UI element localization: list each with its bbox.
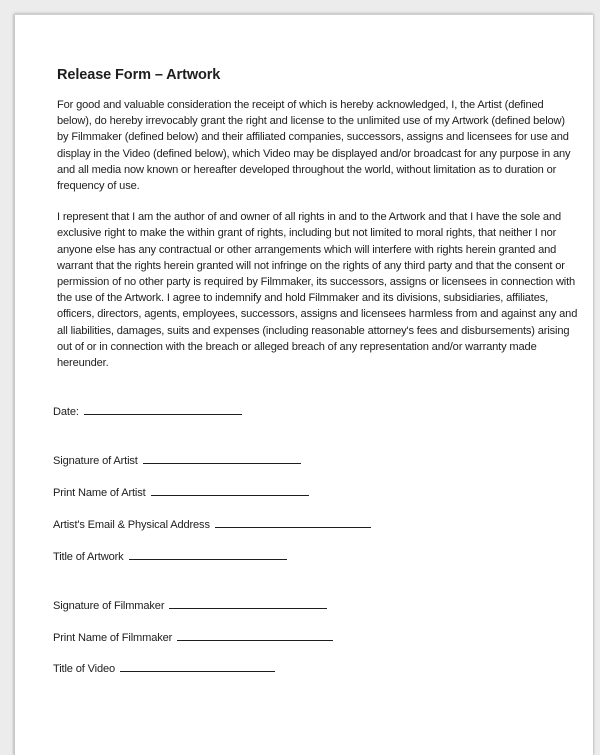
paragraph-line: the use of the Artwork. I agree to indemnify and hold Filmmaker and its divisions, subsidiaries, affiliates, [57, 292, 549, 305]
document-title: Release Form – Artwork [57, 67, 221, 83]
paragraph-line: below), do hereby irrevocably grant the right and license to the unlimited use of my Artwork (defined below) [57, 115, 565, 128]
paragraph-line: by Filmmaker (defined below) and their affiliated companies, successors, assigns and licensees for use and [57, 131, 569, 144]
grant-paragraph [57, 97, 582, 194]
signature-filmmaker-field [53, 598, 327, 612]
paragraph-line: hereunder. [57, 357, 109, 370]
title-artwork-input-line[interactable] [129, 549, 287, 560]
signature-artist-input-line[interactable] [143, 453, 301, 464]
print-name-artist-label: Print Name of Artist [53, 487, 146, 499]
print-name-filmmaker-label: Print Name of Filmmaker [53, 632, 173, 644]
paragraph-line: frequency of use. [57, 180, 140, 193]
artist-email-address-label: Artist's Email & Physical Address [53, 519, 210, 531]
paragraph-line: anyone else has any contractual or other arrangements which will interfere with rights herein granted and [57, 243, 557, 256]
paragraph-line: out of or in connection with the breach or alleged breach of any representation and/or warranty made [57, 340, 537, 353]
paragraph-line: For good and valuable consideration the receipt of which is hereby acknowledged, I, the Artist (defined [57, 99, 544, 111]
paragraph-line: warrant that the rights herein granted will not infringe on the rights of any third party and that the consent or [57, 259, 565, 272]
artist-email-address-field [53, 517, 371, 531]
paragraph-line: display in the Video (defined below), which Video may be displayed and/or broadcast for any purpose in any [57, 147, 571, 160]
document-content [57, 67, 582, 386]
paragraph-line: permission of no other party is required by Filmmaker, its successors, assigns or licensees in connection with [57, 276, 576, 289]
title-artwork-label: Title of Artwork [53, 551, 124, 563]
paragraph-line: officers, directors, agents, employees, successors, assigns and licensees harmless from and against any and [57, 308, 578, 321]
date-field [53, 404, 242, 418]
title-video-field [53, 661, 275, 675]
title-video-label: Title of Video [53, 663, 116, 675]
signature-filmmaker-input-line[interactable] [169, 598, 327, 609]
print-name-artist-field [53, 485, 309, 499]
title-artwork-field [53, 549, 287, 563]
date-label: Date: [53, 406, 79, 418]
paragraph-line: all liabilities, damages, suits and expenses (including reasonable attorney's fees and disbursements) arising [57, 324, 570, 337]
paragraph-line: exclusive right to make the within grant of rights, including but not limited to moral rights, that neither I nor [57, 227, 557, 240]
title-video-input-line[interactable] [120, 661, 275, 672]
signature-artist-field [53, 453, 301, 467]
document-page [14, 14, 593, 755]
signature-filmmaker-label: Signature of Filmmaker [53, 600, 165, 612]
signature-artist-label: Signature of Artist [53, 455, 138, 467]
print-name-artist-input-line[interactable] [151, 485, 309, 496]
paragraph-line: and all media now known or hereafter developed throughout the world, without limitation as to duration or [57, 163, 557, 176]
date-input-line[interactable] [84, 404, 242, 415]
print-name-filmmaker-field [53, 630, 333, 644]
paragraph-line: I represent that I am the author of and owner of all rights in and to the Artwork and that I have the sole and [57, 211, 561, 224]
representation-paragraph [57, 209, 582, 371]
artist-email-address-input-line[interactable] [215, 517, 371, 528]
print-name-filmmaker-input-line[interactable] [177, 630, 333, 641]
